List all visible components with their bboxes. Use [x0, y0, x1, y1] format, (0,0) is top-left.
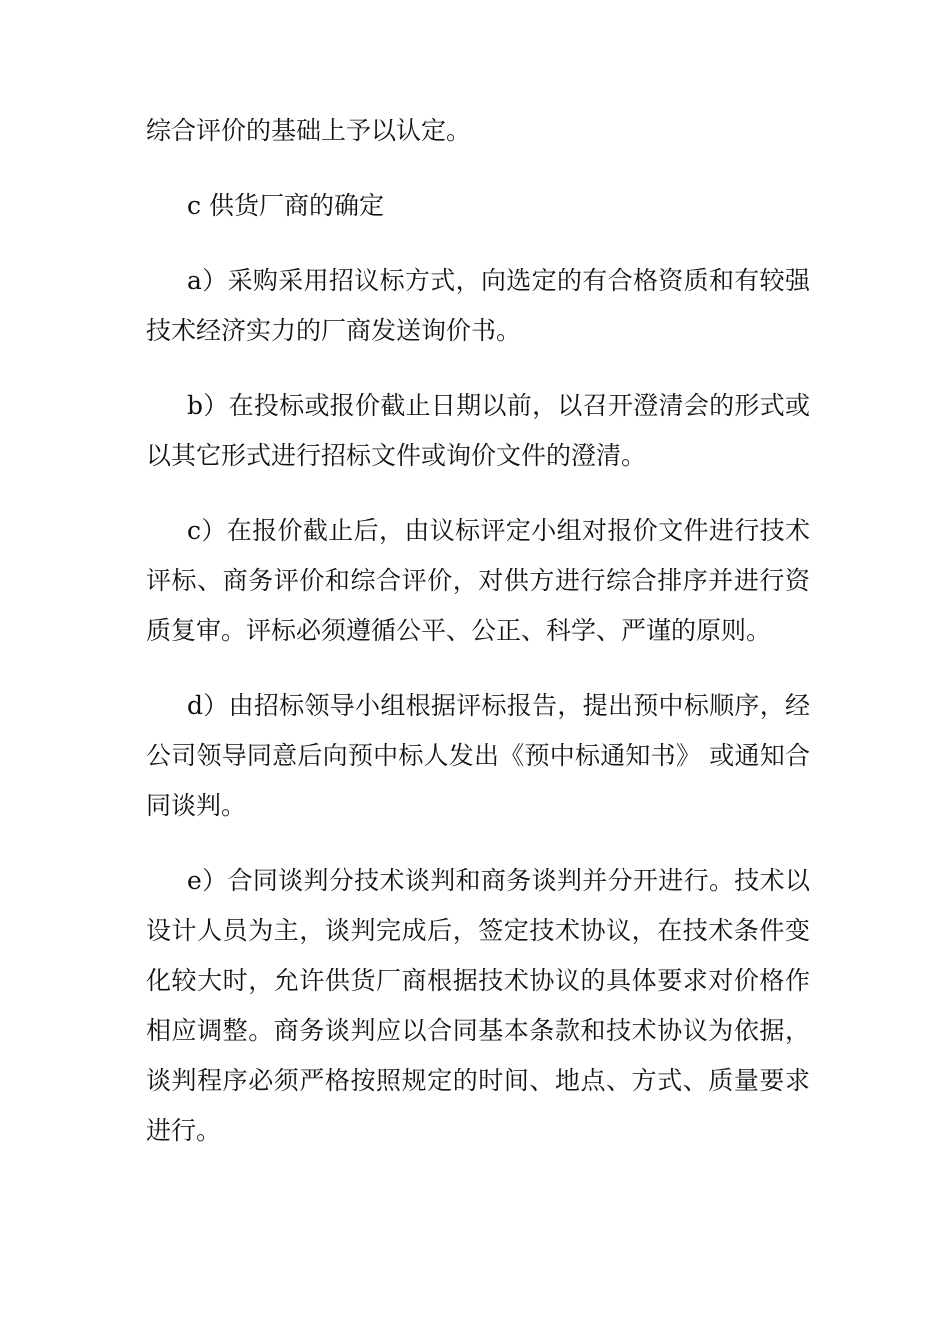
- paragraph-continuation: 综合评价的基础上予以认定。: [146, 116, 472, 145]
- paragraph-item-a: a）采购采用招议标方式，向选定的有合格资质和有较强技术经济实力的厂商发送询价书。: [146, 266, 810, 345]
- document-body: [146, 106, 810, 1181]
- paragraph-item-d: d）由招标领导小组根据评标报告，提出预中标顺序，经公司领导同意后向预中标人发出《预中标通知书》 或通知合同谈判。: [146, 691, 810, 820]
- section-heading-supplier-determination: c 供货厂商的确定: [187, 191, 384, 220]
- paragraph-item-b: b）在投标或报价截止日期以前，以召开澄清会的形式或以其它形式进行招标文件或询价文件的澄清。: [146, 391, 810, 470]
- paragraph-item-e: e）合同谈判分技术谈判和商务谈判并分开进行。技术以设计人员为主，谈判完成后，签定技术协议，在技术条件变化较大时，允许供货厂商根据技术协议的具体要求对价格作相应调整。商务谈判应以合同基本条款和技术协议为依据，谈判程序必须严格按照规定的时间、地点、方式、质量要求进行。: [146, 866, 810, 1145]
- paragraph-item-c: c）在报价截止后，由议标评定小组对报价文件进行技术评标、商务评价和综合评价，对供方进行综合排序并进行资质复审。评标必须遵循公平、公正、科学、严谨的原则。: [146, 516, 810, 645]
